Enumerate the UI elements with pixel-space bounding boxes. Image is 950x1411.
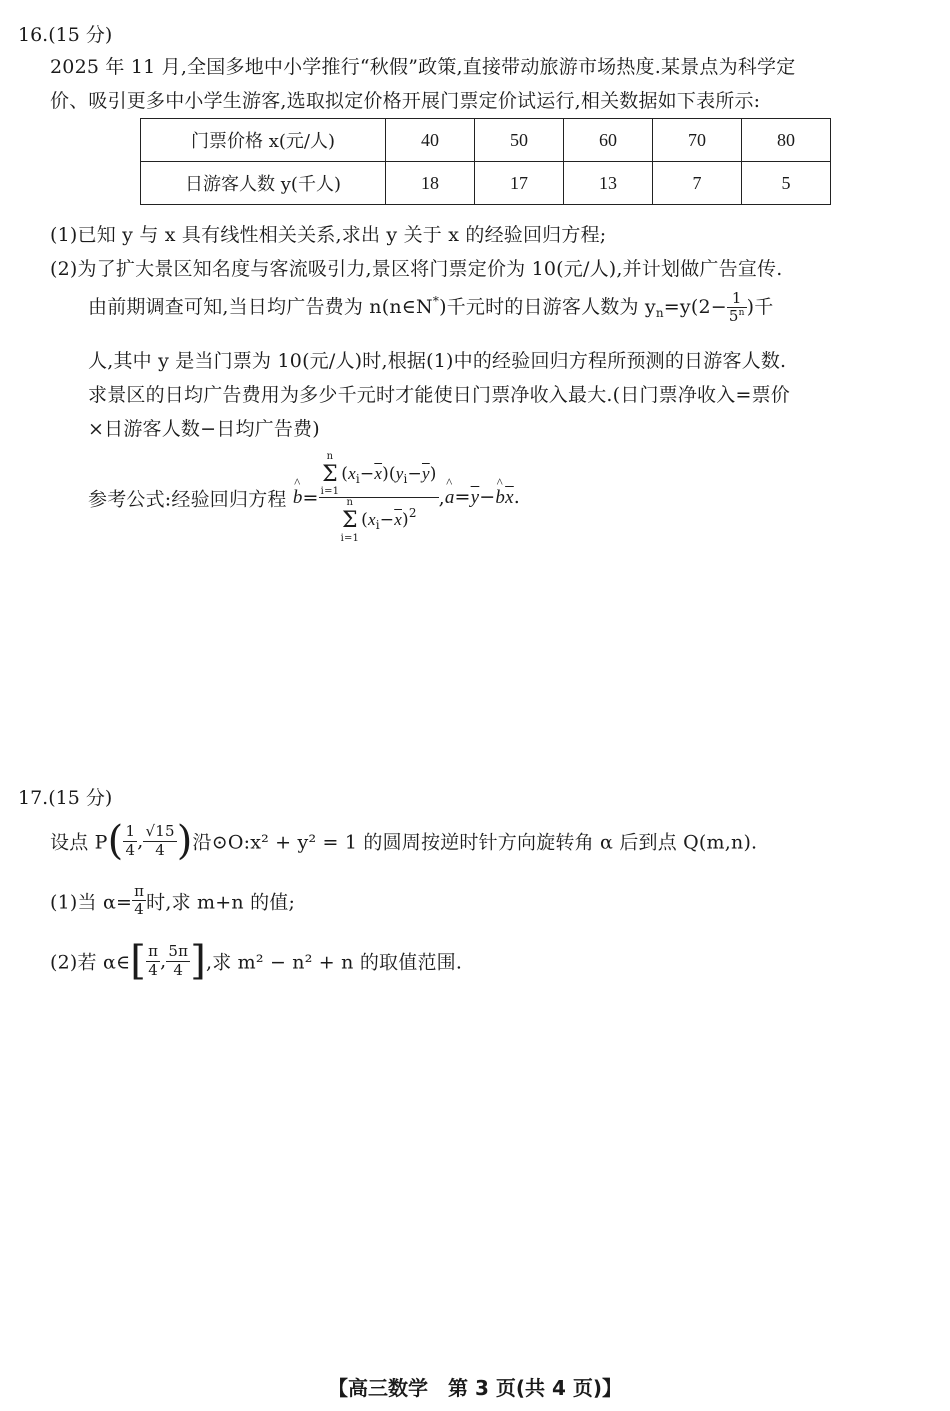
q16-part2-line2-a: 由前期调查可知,当日均广告费为 n(n∈N [88,295,433,318]
q17-part2-a: (2)若 α∈ [50,951,131,974]
visitor-cell: 17 [475,162,564,205]
q16-intro-line2: 价、吸引更多中小学生游客,选取拟定价格开展门票定价试运行,相关数据如下表所示: [50,90,761,112]
regression-fraction: n Σ i=1 $(x_i-\overline{x})(y_i-\overline{y})$ n Σ i=1 $(x_i-\overline{x})^2$ [320,451,437,544]
visitor-cell: 7 [653,162,742,205]
price-cell: 80 [742,119,831,162]
price-cell: 50 [475,119,564,162]
fraction-pi-over-4: $\frac{\pi}{4}$ [134,882,145,919]
q16-part2-line2: 由前期调查可知,当日均广告费为 n(n∈N*)千元时的日游客人数为 $y_n=y(2-$ $\frac{1}{5^n}$ )千 [88,289,774,326]
q16-part2-line5: ×日游客人数−日均广告费) [88,418,320,440]
table-row-visitors [141,162,831,205]
page-footer: 【高三数学 第 3 页(共 4 页)】 [328,1376,622,1400]
q17-line1-a: 设点 P [50,831,108,854]
table-header-price: 门票价格 x(元/人) [141,119,386,162]
fraction-5pi-over-4: $\frac{5\pi}{4}$ [168,942,189,979]
table-row-price [141,119,831,162]
reference-formula: 参考公式:经验回归方程 ^ b= n Σ i=1 $(x_i-\overline{x})(y_i-\overline{y})$ n Σ i=1 $(x_i-\overline{x})^2$ ,^ $a=\overline{y}-\^{}$ $b\overline{x}$. [88,452,520,544]
q16-part2-line3: 人,其中 y 是当门票为 10(元/人)时,根据(1)中的经验回归方程所预测的日游客人数. [88,350,787,372]
visitor-cell: 5 [742,162,831,205]
q16-part2-line1: (2)为了扩大景区知名度与客流吸引力,景区将门票定价为 10(元/人),并计划做广告宣传. [50,258,783,280]
q17-line1: 设点 P( $\frac{1}{4}$ , $\frac{√15}{4}$ )沿⊙O:x² + y² = 1 的圆周按逆时针方向旋转角 α 后到点 Q(m,n). [50,818,758,864]
q17-part1-b: 时,求 m+n 的值; [146,891,296,914]
q17-part1 [50,883,295,919]
visitor-cell: 13 [564,162,653,205]
q16-part2-line2-d: )千 [746,295,774,318]
q16-part2-line4: 求景区的日均广告费用为多少千元时才能使日门票净收入最大.(日门票净收入=票价 [88,384,790,406]
q16-header: 16.(15 分) [18,24,113,46]
price-cell: 60 [564,119,653,162]
price-cell: 40 [386,119,475,162]
q17-line1-b: 沿⊙O:x² + y² = 1 的圆周按逆时针方向旋转角 α 后到点 Q(m,n). [192,831,758,854]
q17-part2-b: ,求 m² − n² + n 的取值范围. [206,951,463,974]
a-hat: ^ a [445,487,455,509]
price-cell: 70 [653,119,742,162]
data-table [140,118,831,205]
formula-label: 参考公式:经验回归方程 [88,488,293,511]
q16-part2-line2-b: )千元时的日游客人数为 y [439,295,656,318]
fraction-pi-over-4: $\frac{\pi}{4}$ [148,942,159,979]
b-hat: ^ b [293,487,303,509]
visitor-cell: 18 [386,162,475,205]
q16-part1: (1)已知 y 与 x 具有线性相关关系,求出 y 关于 x 的经验回归方程; [50,224,607,246]
q17-header: 17.(15 分) [18,787,113,809]
fraction-one-over-5n: $\frac{1}{5^n}$ [728,289,745,326]
q16-part2-line2-c: =y(2− [663,295,727,318]
table-header-visitors: 日游客人数 y(千人) [141,162,386,205]
fraction-sqrt15-over-4: $\frac{√15}{4}$ [145,822,175,859]
q17-part1-a: (1)当 α= [50,891,133,914]
q16-intro-line1: 2025 年 11 月,全国多地中小学推行“秋假”政策,直接带动旅游市场热度.某景点为科学定 [50,56,796,78]
q17-part2: (2)若 α∈[ $\frac{\pi}{4}$ , $\frac{5\pi}{4}$ ],求 m² − n² + n 的取值范围. [50,938,463,984]
fraction-one-fourth: $\frac{1}{4}$ [125,822,136,859]
